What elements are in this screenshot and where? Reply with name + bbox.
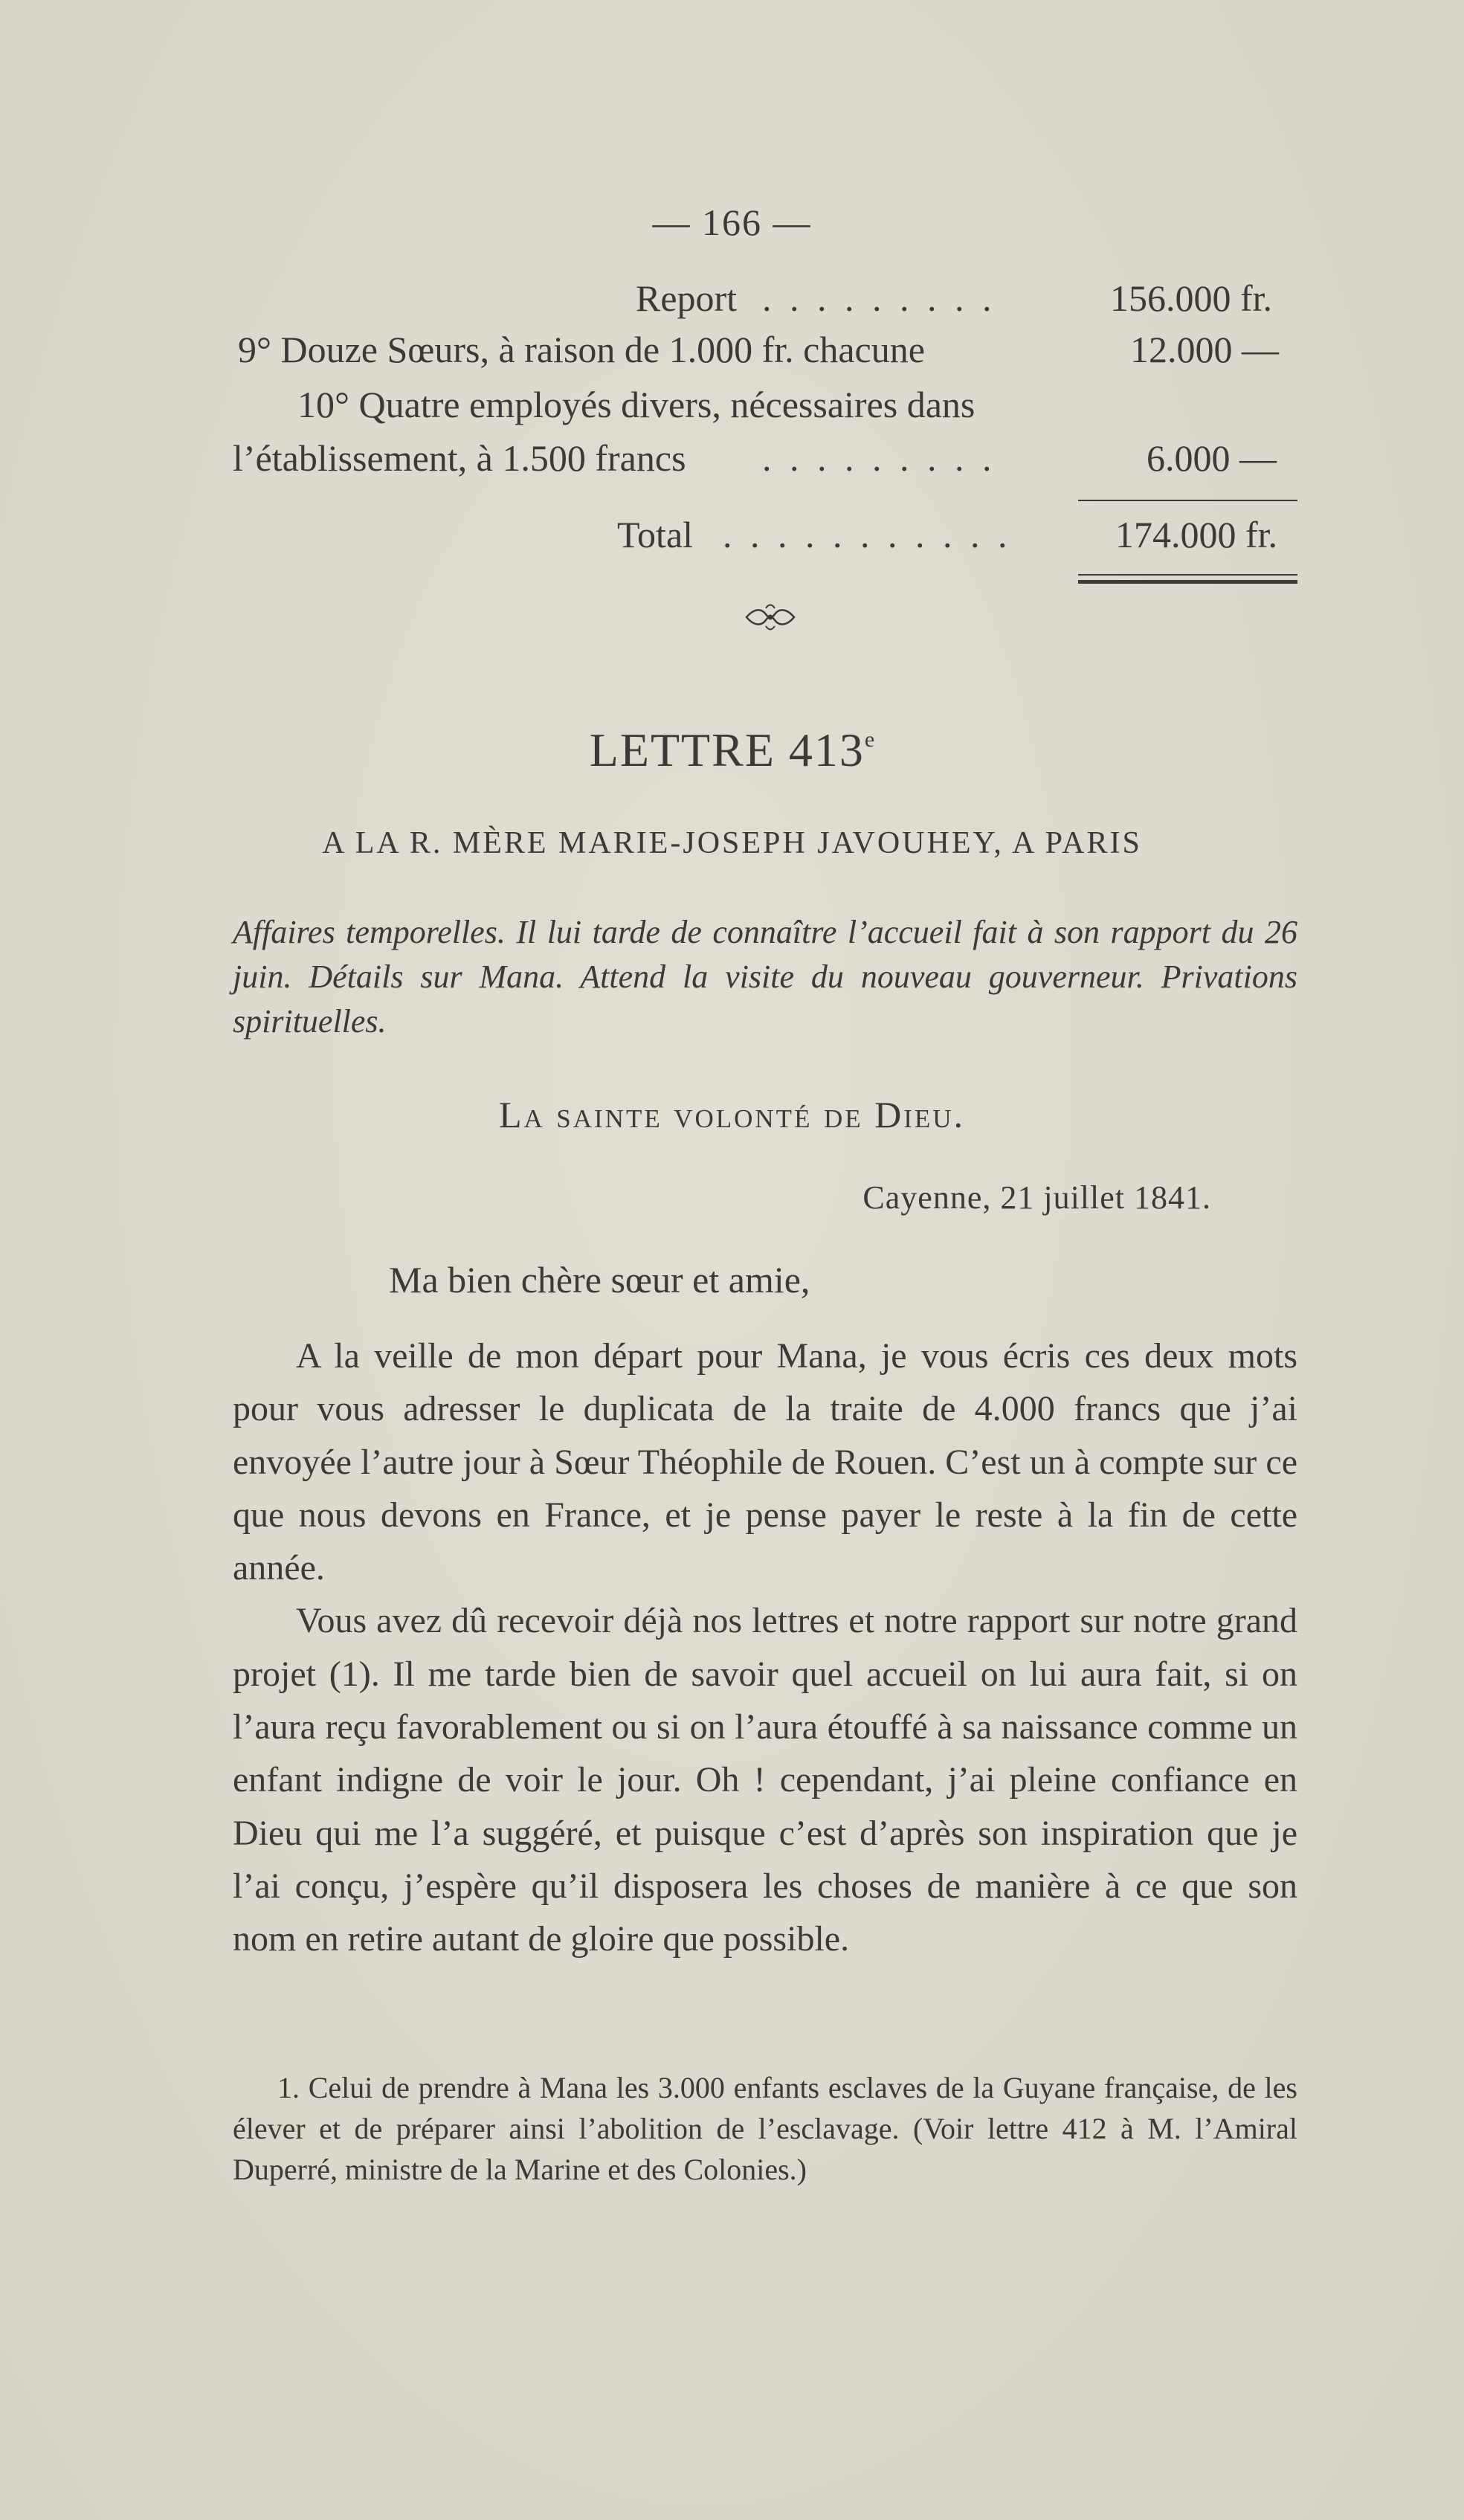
page-number: — 166 — [652,202,812,243]
letter-body [233,1330,1297,1966]
letter-title-text: LETTRE 413 [589,724,865,776]
report-label: Report [636,277,738,319]
item10-label-line2: l’établissement, à 1.500 francs [233,437,686,479]
report-amount: 156.000 fr. [1110,277,1273,319]
total-double-rule-top [1078,574,1297,576]
body-paragraph-1: A la veille de mon départ pour Mana, je vous écris ces deux mots pour vous adresser le duplicata de la traite de 4.000 francs que j’ai envoyée l’autre jour à Sœur Théophile de Rouen. C’est un à compte sur ce que nous devons en France, et je pense payer le reste à la fin de cette année. [233,1336,1297,1588]
accounts-item9-row [0,328,1464,373]
accounts-total-row [0,513,1464,558]
total-double-rule-bottom [1078,580,1297,584]
accounts-item10-row-1 [0,383,1464,428]
letter-summary: Affaires temporelles. Il lui tarde de connaître l’accueil fait à son rapport du 26 juin. Détails sur Mana. Attend la visite du nouveau gouverneur. Privations spirituelles. [233,914,1297,1040]
letter-salutation: Ma bien chère sœur et amie, [389,1259,810,1301]
item9-amount: 12.000 — [1130,329,1279,370]
accounts-item10-row-2 [0,436,1464,481]
item10-amount: 6.000 — [1147,437,1277,479]
footnote [233,2067,1297,2190]
letter-title [0,723,1464,778]
letter-dateline: Cayenne, 21 juillet 1841. [862,1179,1211,1216]
footnote-text: 1. Celui de prendre à Mana les 3.000 enfants esclaves de la Guyane française, de les élever et de préparer ainsi l’abolition de l’esclavage. (Voir lettre 412 à M. l’Amiral Duperré, ministre de la Marine et des Colonies.) [233,2071,1297,2186]
body-paragraph-2: Vous avez dû recevoir déjà nos lettres et notre rapport sur notre grand projet (1). Il me tarde bien de savoir quel accueil on lui aura fait, si on l’aura reçu favorablement ou si on l’aura étouffé à sa naissance comme un enfant indigne de voir le jour. Oh ! cependant, j’ai pleine confiance en Dieu qui me l’a suggéré, et puisque c’est d’après son inspiration que je l’ai conçu, j’espère qu’il disposera les choses de manière à ce que son nom en retire autant de gloire que possible. [233,1601,1297,1959]
subtotal-rule [1078,500,1297,501]
item10-leader-dots: . . . . . . . . . [762,437,996,479]
fleuron-ornament-icon [744,602,797,632]
total-label: Total [617,514,694,555]
total-amount: 174.000 fr. [1115,514,1278,555]
letter-addressee: A LA R. MÈRE MARIE-JOSEPH JAVOUHEY, A PARIS [322,826,1142,860]
letter-motto: La sainte volonté de Dieu. [498,1094,966,1135]
report-leader-dots: . . . . . . . . . [762,277,996,319]
item9-label: 9° Douze Sœurs, à raison de 1.000 fr. chacune [238,329,925,370]
total-leader-dots: . . . . . . . . . . . [723,514,1012,555]
accounts-report-row [0,277,1464,321]
letter-title-suffix: e [864,727,875,752]
item10-label-line1: 10° Quatre employés divers, nécessaires dans [297,384,976,425]
